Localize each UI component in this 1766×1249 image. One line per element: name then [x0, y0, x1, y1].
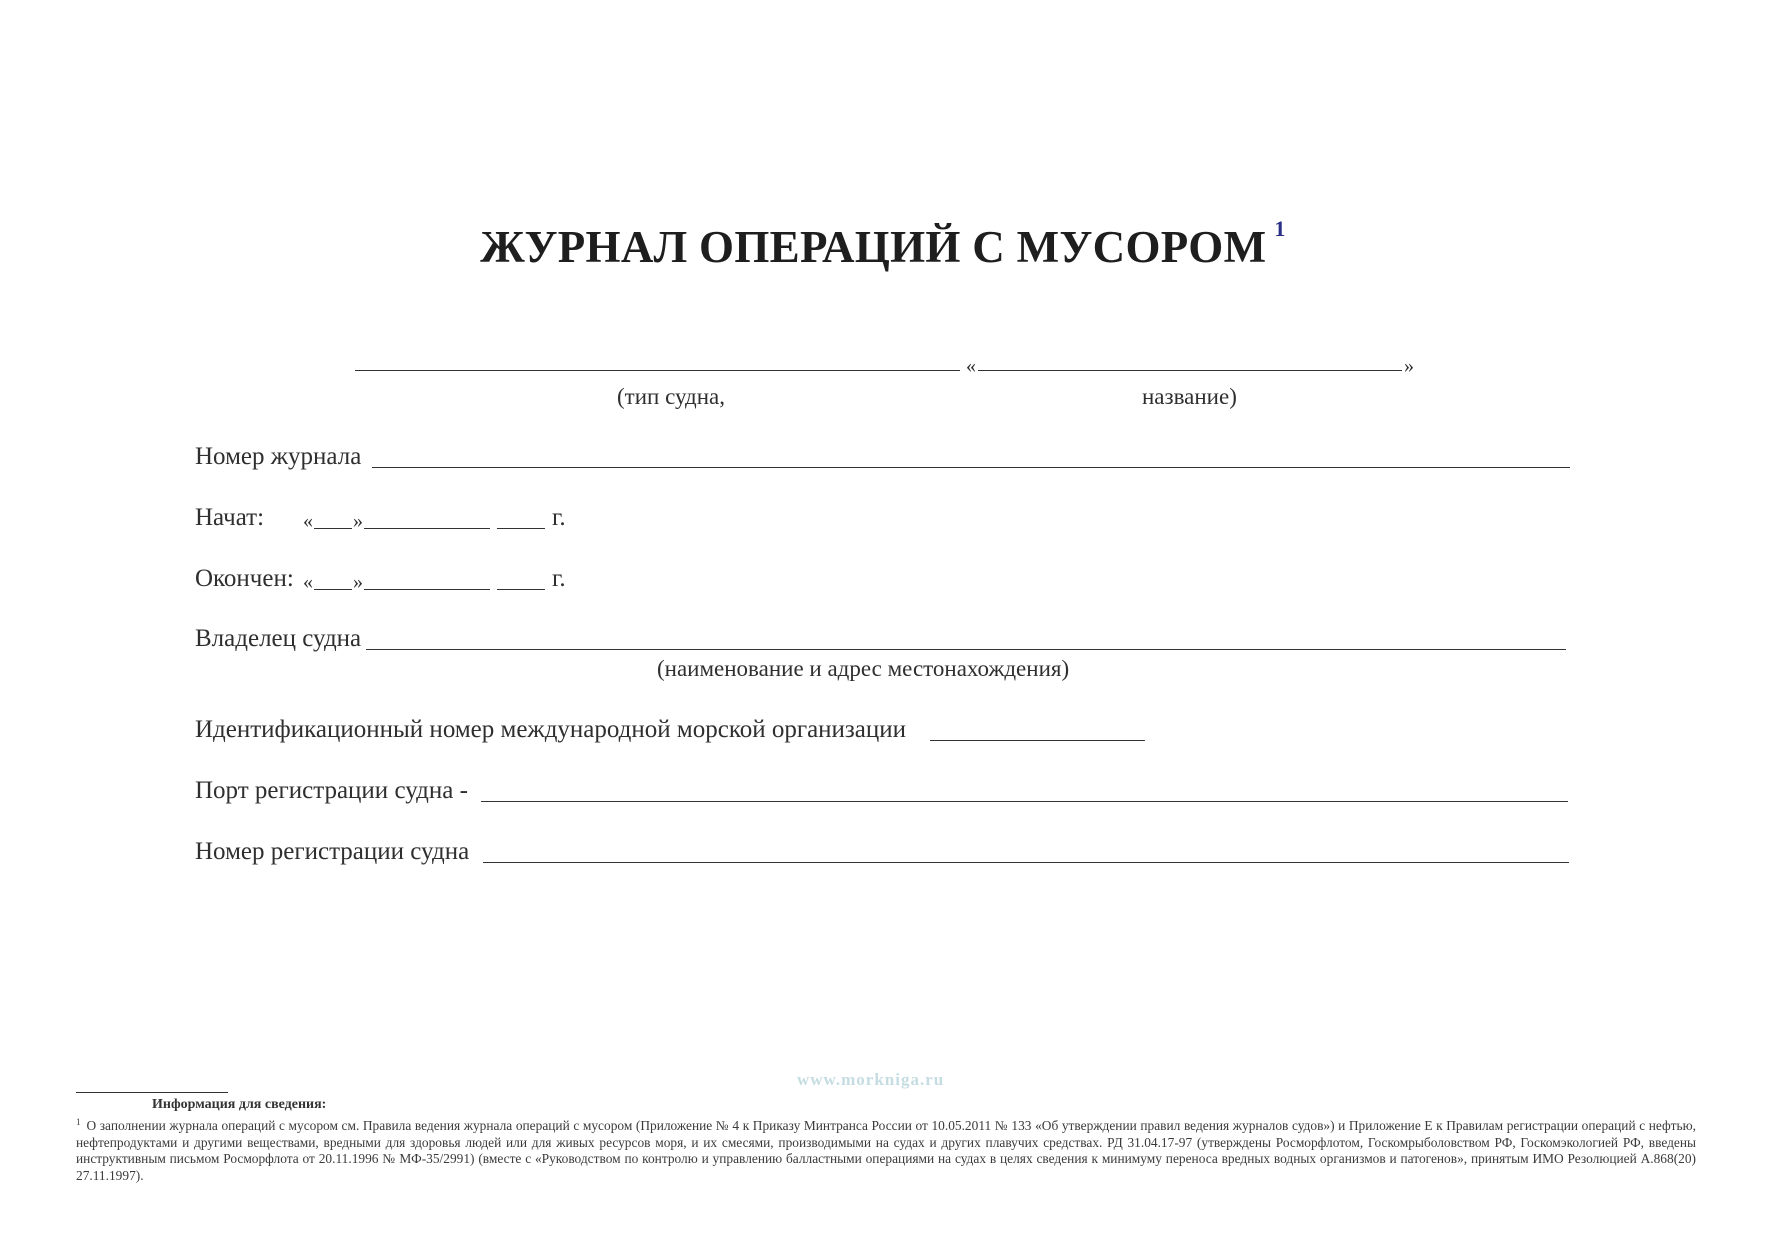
finished-year-suffix: г.	[552, 565, 566, 592]
started-year-line[interactable]	[497, 528, 545, 529]
title-text: ЖУРНАЛ ОПЕРАЦИЙ С МУСОРОМ	[480, 222, 1267, 272]
watermark: www.morkniga.ru	[797, 1070, 945, 1089]
started-day-open-quote: «	[303, 510, 313, 532]
document-title	[0, 216, 1766, 273]
started-day-line[interactable]	[314, 528, 352, 529]
owner-line[interactable]	[366, 649, 1566, 650]
footnote-mark: 1	[76, 1117, 81, 1127]
port-line[interactable]	[481, 801, 1568, 802]
started-label: Начат:	[195, 504, 265, 531]
ship-name-close-quote: »	[1404, 355, 1414, 377]
finished-year-line[interactable]	[497, 589, 545, 590]
ship-type-caption: (тип судна,	[617, 384, 726, 409]
footnote-heading: Информация для сведения:	[152, 1097, 327, 1112]
reg-number-label: Номер регистрации судна	[195, 838, 470, 865]
started-month-line[interactable]	[364, 528, 490, 529]
started-day-close-quote: »	[353, 510, 363, 532]
port-label: Порт регистрации судна -	[195, 777, 468, 804]
log-number-label: Номер журнала	[195, 443, 362, 470]
footnote-separator	[76, 1092, 228, 1093]
reg-number-line[interactable]	[483, 862, 1569, 863]
finished-day-open-quote: «	[303, 571, 313, 593]
footnote-body	[76, 1114, 1696, 1184]
log-number-line[interactable]	[372, 467, 1570, 468]
finished-label: Окончен:	[195, 565, 294, 592]
started-year-suffix: г.	[552, 504, 566, 531]
ship-name-open-quote: «	[966, 355, 976, 377]
ship-name-line[interactable]	[978, 370, 1402, 371]
finished-day-close-quote: »	[353, 571, 363, 593]
owner-caption: (наименование и адрес местонахождения)	[657, 656, 1070, 681]
title-footnote-mark: 1	[1274, 216, 1286, 241]
finished-month-line[interactable]	[364, 589, 490, 590]
imo-line[interactable]	[930, 740, 1145, 741]
finished-day-line[interactable]	[314, 589, 352, 590]
owner-label: Владелец судна	[195, 625, 362, 652]
ship-name-caption: название)	[1142, 384, 1237, 409]
ship-type-line[interactable]	[355, 370, 960, 371]
imo-label: Идентификационный номер международной морской организации	[195, 716, 907, 743]
footnote-text: О заполнении журнала операций с мусором см. Правила ведения журнала операций с мусором (Приложение № 4 к Приказу Минтранса России от 10.05.2011 № 133 «Об утверждении правил ведения журналов судов») и Приложение Е к Правилам регистрации операций с нефтью, нефтепродуктами и другими веществами, вредными для здоровья людей или для живых ресурсов моря, и их смесями, производимыми на судах и других плавучих средствах. РД 31.04.17-97 (утверждены Росморфлотом, Госкомрыболовством РФ, Госкомэкологией РФ, введены инструктивным письмом Росморфлота от 20.11.1996 № МФ-35/2991) (вместе с «Руководством по контролю и управлению балластными операциями на судах в целях сведения к минимуму переноса вредных водных организмов и патогенов», принятым ИМО Резолюцией А.868(20) 27.11.1997).	[76, 1118, 1696, 1183]
